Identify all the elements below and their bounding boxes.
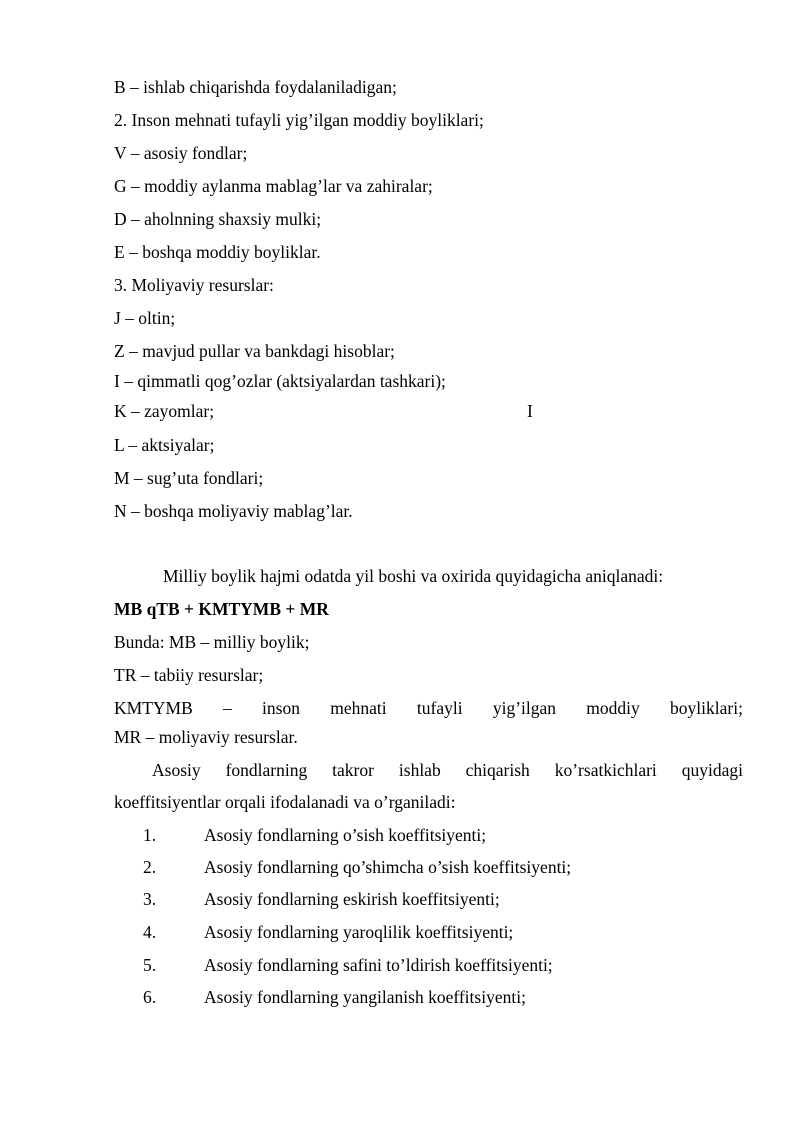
kmtymb-definition-line [114,697,743,719]
word: yig’ilgan [492,698,557,718]
stray-mark: I [527,401,533,421]
section-heading-line: 2. Inson mehnati tufayli yig’ilgan moddiy boyliklari; [114,110,484,130]
word: – [223,698,232,718]
definition-line: Bunda: MB – milliy boylik; [114,632,310,652]
list-text: Asosiy fondlarning yangilanish koeffitsiyenti; [204,987,526,1007]
list-item [143,888,500,910]
list-line: V – asosiy fondlar; [114,143,248,163]
list-item [143,856,571,878]
list-line: B – ishlab chiqarishda foydalaniladigan; [114,77,397,97]
word: ko’rsatkichlari [554,760,657,780]
list-number: 4. [143,922,157,942]
list-number: 5. [143,955,157,975]
list-line: K – zayomlar; [114,401,215,421]
paragraph-first-line [152,759,743,781]
word: chiqarish [465,760,530,780]
list-line: E – boshqa moddiy boyliklar. [114,242,321,262]
word: fondlarning [225,760,308,780]
list-number: 2. [143,857,157,877]
list-item [143,954,553,976]
list-line: J – oltin; [114,308,176,328]
list-line: G – moddiy aylanma mablag’lar va zahiralar; [114,176,433,196]
intro-paragraph: Milliy boylik hajmi odatda yil boshi va oxirida quyidagicha aniqlanadi: [163,566,664,586]
list-line: D – aholnning shaxsiy mulki; [114,209,322,229]
list-item [143,986,526,1008]
section-heading-line: 3. Moliyaviy resurslar: [114,275,274,295]
word: mehnati [330,698,387,718]
word: inson [262,698,300,718]
list-item [143,921,513,943]
word: tufayli [416,698,463,718]
list-line: I – qimmatli qog’ozlar (aktsiyalardan tashkari); [114,371,446,391]
word: moddiy [586,698,640,718]
list-text: Asosiy fondlarning o’sish koeffitsiyenti; [204,825,487,845]
list-line: L – aktsiyalar; [114,435,215,455]
list-line: M – sug’uta fondlari; [114,468,264,488]
word: takror [332,760,374,780]
formula: MB qTB + KMTYMB + MR [114,599,329,619]
word: ishlab [398,760,441,780]
list-item [143,824,486,846]
list-text: Asosiy fondlarning yaroqlilik koeffitsiyenti; [204,922,514,942]
list-text: Asosiy fondlarning qo’shimcha o’sish koeffitsiyenti; [204,857,572,877]
list-text: Asosiy fondlarning eskirish koeffitsiyenti; [204,889,500,909]
list-number: 3. [143,889,157,909]
word: KMTYMB [114,698,193,718]
word: boyliklari; [670,698,743,718]
list-text: Asosiy fondlarning safini to’ldirish koeffitsiyenti; [204,955,553,975]
list-number: 1. [143,825,157,845]
word: quyidagi [681,760,743,780]
word: Asosiy [152,760,201,780]
definition-line: TR – tabiiy resurslar; [114,665,264,685]
definition-line: MR – moliyaviy resurslar. [114,727,298,747]
list-line: Z – mavjud pullar va bankdagi hisoblar; [114,341,395,361]
paragraph-last-line: koeffitsiyentlar orqali ifodalanadi va o’rganiladi: [114,792,456,812]
list-line: N – boshqa moliyaviy mablag’lar. [114,501,353,521]
list-number: 6. [143,987,157,1007]
